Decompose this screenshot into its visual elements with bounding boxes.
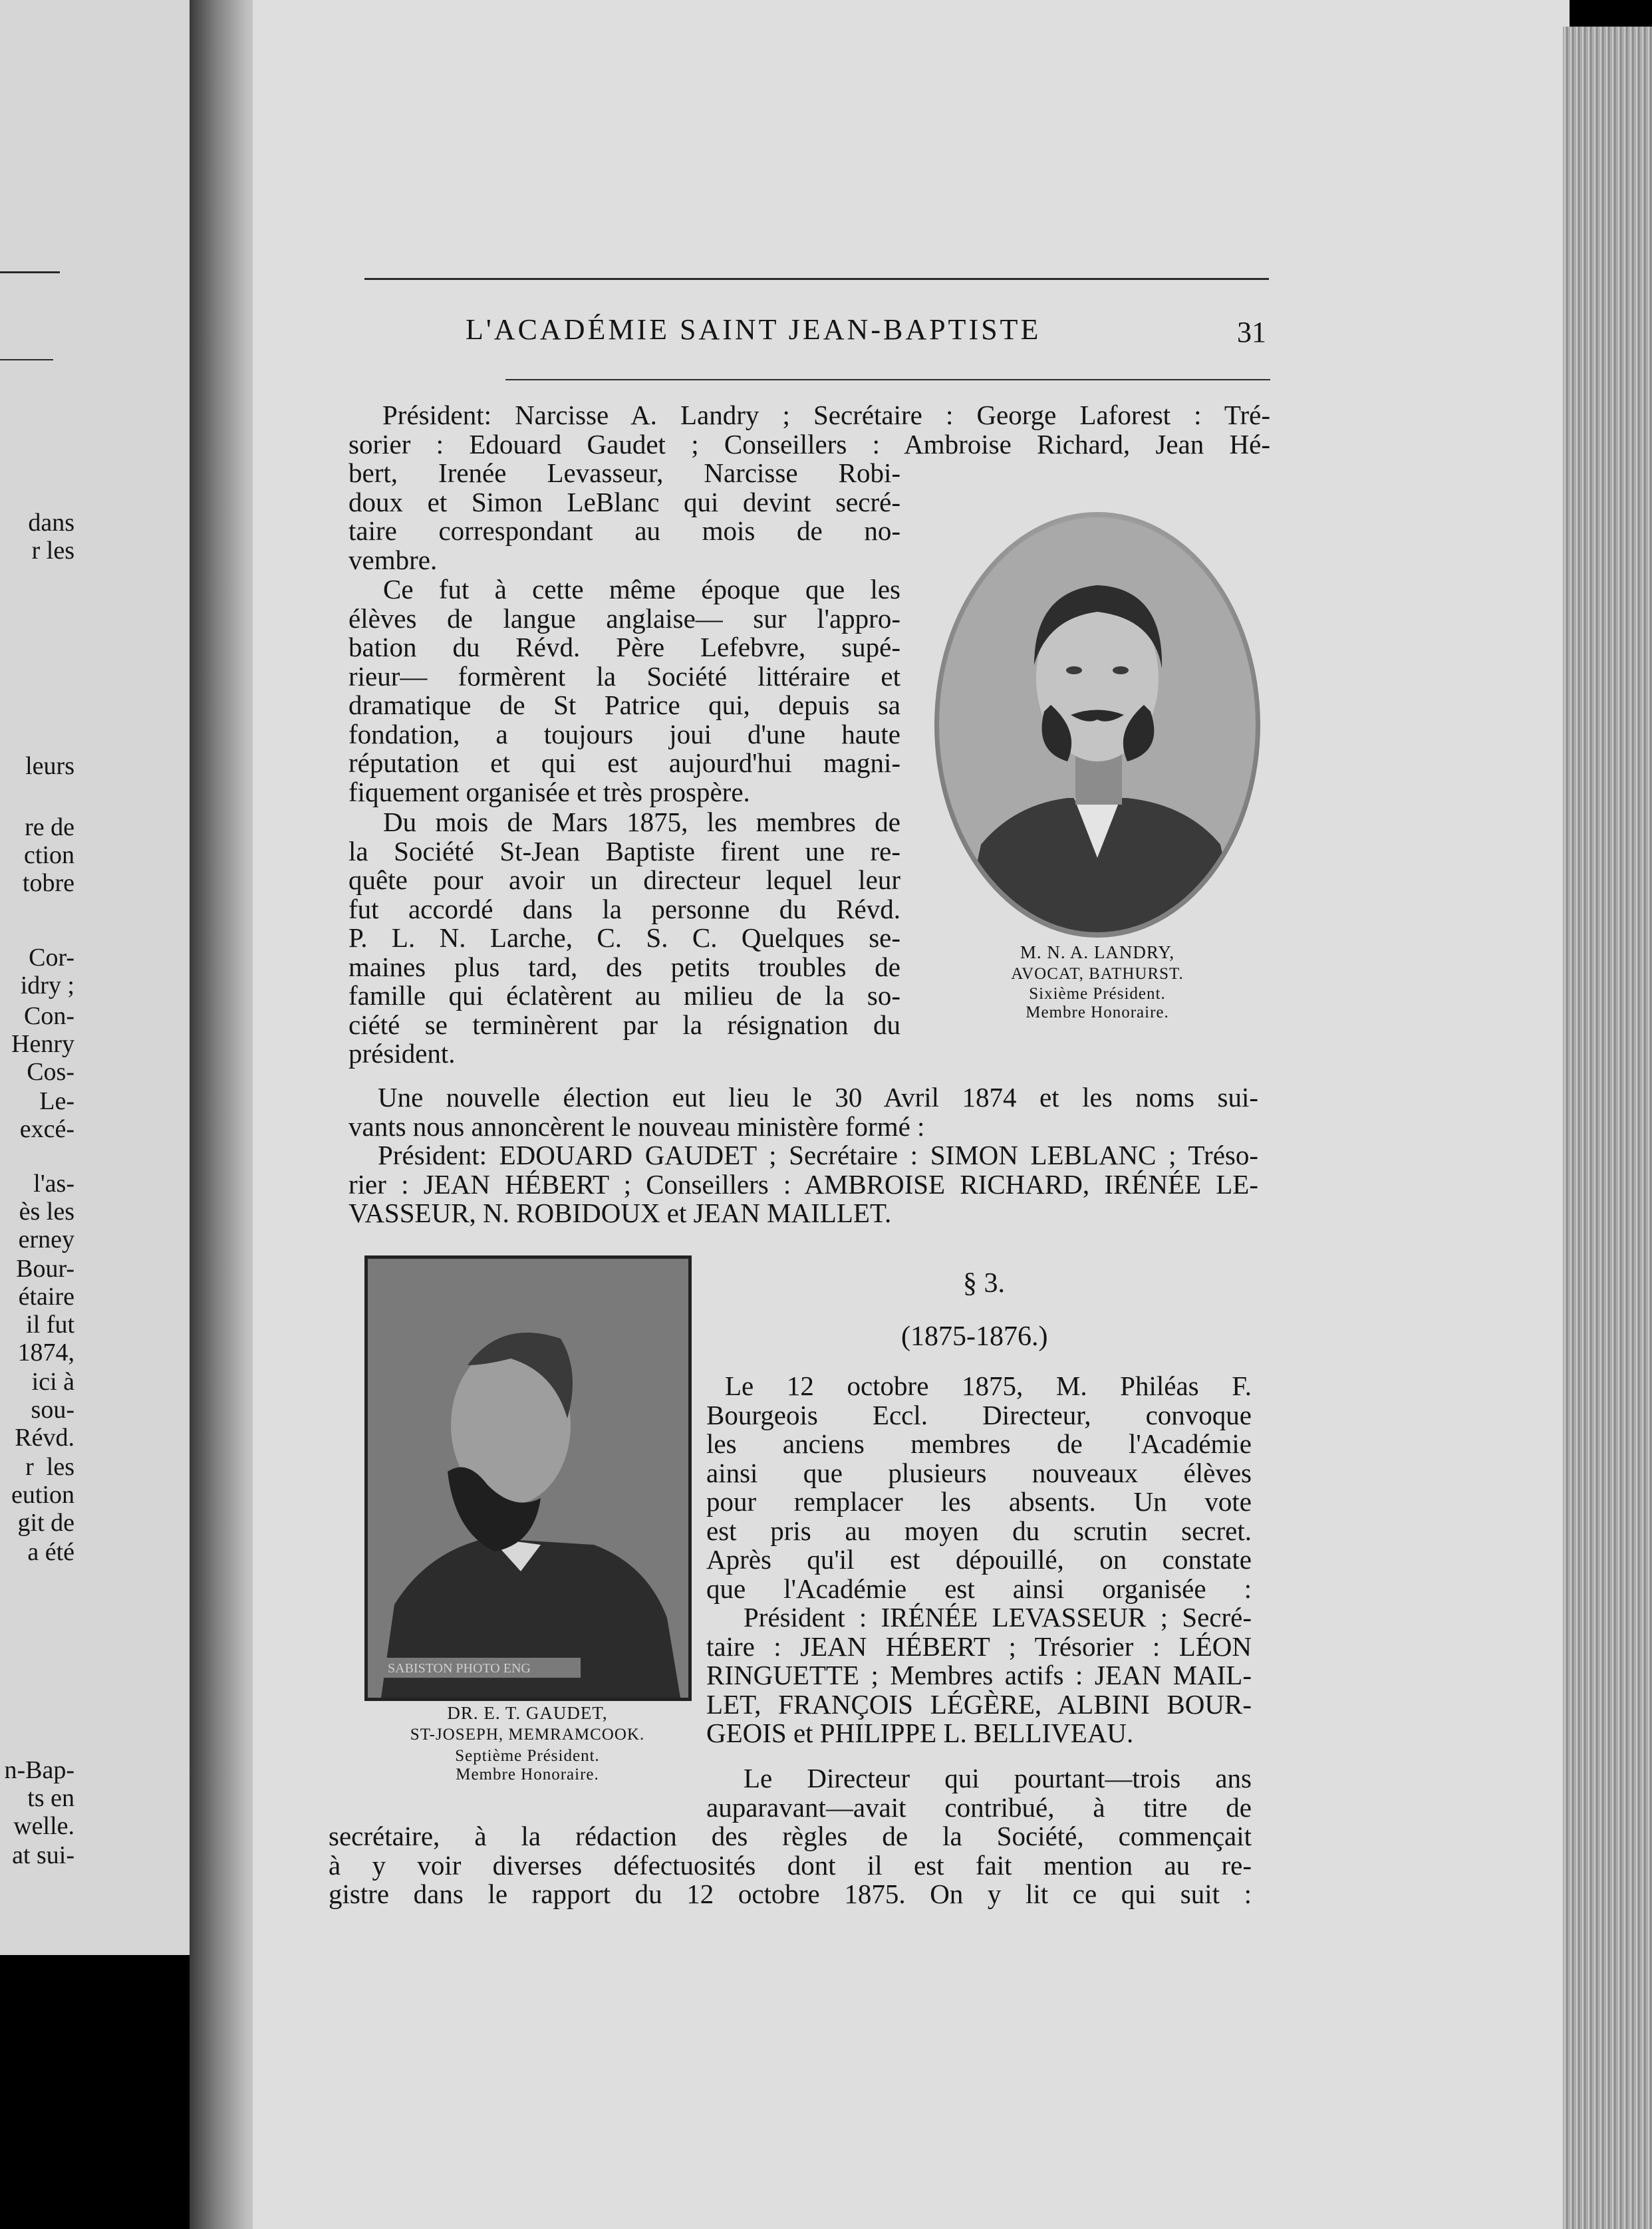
left-page-fragment: Henry bbox=[11, 1030, 74, 1058]
portrait-landry-caption-role: AVOCAT, BATHURST. bbox=[1011, 965, 1184, 983]
running-head: L'ACADÉMIE SAINT JEAN-BAPTISTE bbox=[466, 313, 1041, 346]
left-page-rule bbox=[0, 359, 53, 360]
portrait-gaudet-caption-place: ST-JOSEPH, MEMRAMCOOK. bbox=[410, 1726, 645, 1744]
paragraph-5-line: Le 12 octobre 1875, M. Philéas F. bbox=[725, 1371, 1252, 1401]
portrait-gaudet-drawing bbox=[368, 1259, 688, 1698]
portrait-landry-caption-title: Membre Honoraire. bbox=[1026, 1003, 1169, 1021]
left-page-fragment: r les bbox=[31, 537, 74, 565]
portrait-landry-caption-rank: Sixième Président. bbox=[1029, 985, 1166, 1003]
left-page-fragment: a été bbox=[27, 1538, 74, 1566]
left-page-fragment: Cor- bbox=[29, 944, 74, 972]
paragraph-5-line: LET, FRANÇOIS LÉGÈRE, ALBINI BOUR- bbox=[706, 1688, 1252, 1720]
paragraph-3-line: P. L. N. Larche, C. S. C. Quelques se- bbox=[348, 922, 900, 953]
paragraph-6-line: auparavant—avait contribué, à titre de bbox=[706, 1791, 1252, 1823]
section-number: § 3. bbox=[963, 1268, 1005, 1299]
left-page-fragment: welle. bbox=[13, 1812, 74, 1840]
paragraph-3-line: famille qui éclatèrent au milieu de la so- bbox=[348, 980, 900, 1011]
left-page-fragment: ici à bbox=[31, 1368, 74, 1396]
paragraph-6-line: gistre dans le rapport du 12 octobre 1875. On y lit ce qui suit : bbox=[329, 1879, 1252, 1909]
paragraph-1-line: bert, Irenée Levasseur, Narcisse Robi- bbox=[348, 458, 900, 488]
left-page-fragment: ès les bbox=[19, 1198, 74, 1226]
left-page-fragment: Le- bbox=[39, 1087, 74, 1115]
paragraph-2-line: élèves de langue anglaise— sur l'appro- bbox=[348, 602, 900, 634]
paragraph-4-line: VASSEUR, N. ROBIDOUX et JEAN MAILLET. bbox=[348, 1198, 892, 1228]
paragraph-5-line: les anciens membres de l'Académie bbox=[706, 1428, 1252, 1459]
paragraph-3-line: président. bbox=[348, 1038, 456, 1069]
paragraph-2-line: réputation et qui est aujourd'hui magni- bbox=[348, 747, 900, 778]
paragraph-1-line: Président: Narcisse A. Landry ; Secrétaire : George Laforest : Tré- bbox=[382, 400, 1270, 430]
left-page-fragment: excé- bbox=[19, 1115, 74, 1143]
paragraph-4-line: Président: EDOUARD GAUDET ; Secrétaire : SIMON LEBLANC ; Tréso- bbox=[378, 1140, 1258, 1170]
paragraph-5-line: Président : IRÉNÉE LEVASSEUR ; Secré- bbox=[744, 1602, 1252, 1633]
left-page-fragment: erney bbox=[18, 1226, 74, 1253]
paragraph-2-line: bation du Révd. Père Lefebvre, supé- bbox=[348, 632, 900, 662]
header-rule-bottom bbox=[505, 379, 1270, 380]
left-page-fragment: idry ; bbox=[20, 972, 74, 999]
left-page-fragment: eution bbox=[11, 1481, 74, 1509]
paragraph-3-line: quête pour avoir un directeur lequel leur bbox=[348, 864, 900, 895]
paragraph-2-line: fiquement organisée et très prospère. bbox=[348, 776, 750, 807]
paragraph-4-line: rier : JEAN HÉBERT ; Conseillers : AMBROISE RICHARD, IRÉNÉE LE- bbox=[348, 1168, 1258, 1200]
left-page-fragment: r les bbox=[25, 1453, 74, 1481]
paragraph-3-line: ciété se terminèrent par la résignation du bbox=[348, 1009, 900, 1040]
left-page-fragment: Cos- bbox=[27, 1058, 74, 1086]
paragraph-1-line: doux et Simon LeBlanc qui devint secré- bbox=[348, 486, 900, 517]
paragraph-2-line: rieur— formèrent la Société littéraire et bbox=[348, 660, 900, 692]
portrait-landry-drawing bbox=[934, 512, 1260, 938]
paragraph-4-line: vants nous annoncèrent le nouveau ministère formé : bbox=[348, 1111, 925, 1142]
paragraph-5-line: RINGUETTE ; Membres actifs : JEAN MAIL- bbox=[706, 1660, 1252, 1690]
paragraph-4-line: Une nouvelle élection eut lieu le 30 Avril 1874 et les noms sui- bbox=[378, 1082, 1258, 1113]
portrait-gaudet bbox=[364, 1255, 692, 1701]
left-page-fragment: leurs bbox=[25, 752, 74, 780]
paragraph-6-line: Le Directeur qui pourtant—trois ans bbox=[744, 1763, 1252, 1793]
left-page-fragment: ction bbox=[24, 841, 74, 869]
paragraph-3-line: maines plus tard, des petits troubles de bbox=[348, 951, 900, 982]
left-page-fragment: sou- bbox=[31, 1396, 74, 1424]
paragraph-5-line: taire : JEAN HÉBERT ; Trésorier : LÉON bbox=[706, 1631, 1252, 1662]
left-page-rule bbox=[0, 271, 60, 273]
paragraph-2-line: Ce fut à cette même époque que les bbox=[383, 574, 900, 604]
portrait-landry bbox=[934, 512, 1260, 938]
left-page-fragment: étaire bbox=[18, 1283, 74, 1311]
left-page-fragment: Révd. bbox=[15, 1424, 74, 1452]
left-page-fragment: tobre bbox=[22, 869, 74, 897]
page-edges bbox=[1563, 27, 1652, 2229]
left-page-fragment: l'as- bbox=[33, 1170, 74, 1198]
portrait-gaudet-caption-rank: Septième Président. bbox=[455, 1747, 600, 1765]
paragraph-3-line: la Société St-Jean Baptiste firent une re- bbox=[348, 835, 900, 866]
left-page-fragment: ts en bbox=[27, 1784, 74, 1812]
paragraph-5-line: pour remplacer les absents. Un vote bbox=[706, 1486, 1252, 1517]
portrait-gaudet-caption-title: Membre Honoraire. bbox=[456, 1766, 599, 1783]
paragraph-5-line: Après qu'il est dépouillé, on constate bbox=[706, 1544, 1252, 1575]
paragraph-1-line: sorier : Edouard Gaudet ; Conseillers : Ambroise Richard, Jean Hé- bbox=[348, 428, 1270, 459]
paragraph-5-line: ainsi que plusieurs nouveaux élèves bbox=[706, 1457, 1252, 1488]
paragraph-2-line: dramatique de St Patrice qui, depuis sa bbox=[348, 690, 900, 720]
left-page-fragment: git de bbox=[17, 1509, 74, 1537]
left-page-fragment: re de bbox=[25, 813, 74, 841]
left-page-fragment: Bour- bbox=[16, 1255, 74, 1283]
paragraph-5-line: que l'Académie est ainsi organisée : bbox=[706, 1573, 1252, 1604]
paragraph-5-line: GEOIS et PHILIPPE L. BELLIVEAU. bbox=[706, 1718, 1134, 1748]
page-number: 31 bbox=[1237, 316, 1266, 348]
paragraph-3-line: Du mois de Mars 1875, les membres de bbox=[383, 807, 900, 837]
left-page-fragment: at sui- bbox=[12, 1841, 74, 1869]
left-page-fragment: il fut bbox=[26, 1311, 74, 1339]
left-page-fragment: Con- bbox=[24, 1002, 74, 1030]
paragraph-3-line: fut accordé dans la personne du Révd. bbox=[348, 893, 900, 924]
left-page-fragment: 1874, bbox=[17, 1339, 74, 1367]
paragraph-5-line: est pris au moyen du scrutin secret. bbox=[706, 1515, 1252, 1546]
paragraph-6-line: secrétaire, à la rédaction des règles de la Société, commençait bbox=[329, 1821, 1252, 1851]
left-page-fragment: dans bbox=[28, 509, 74, 537]
header-rule-top bbox=[364, 278, 1269, 280]
paragraph-2-line: fondation, a toujours joui d'une haute bbox=[348, 718, 900, 749]
paragraph-5-line: Bourgeois Eccl. Directeur, convoque bbox=[706, 1399, 1252, 1430]
section-years: (1875-1876.) bbox=[901, 1321, 1048, 1352]
portrait-landry-caption-name: M. N. A. LANDRY, bbox=[1020, 942, 1175, 962]
paragraph-1-line: taire correspondant au mois de no- bbox=[348, 515, 900, 546]
photo-imprint: SABISTON PHOTO ENG bbox=[388, 1661, 531, 1676]
paragraph-6-line: à y voir diverses défectuosités dont il est fait mention au re- bbox=[329, 1849, 1252, 1881]
left-page-fragment: n-Bap- bbox=[4, 1756, 74, 1784]
paragraph-1-line: vembre. bbox=[348, 544, 438, 575]
portrait-gaudet-caption-name: DR. E. T. GAUDET, bbox=[447, 1703, 608, 1723]
